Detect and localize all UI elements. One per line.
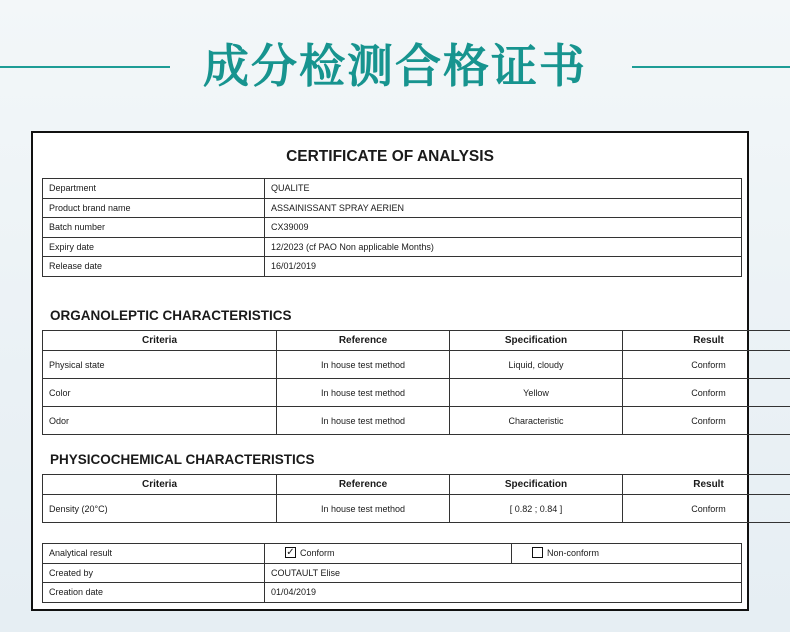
column-header: Result <box>623 331 790 351</box>
reference-cell: In house test method <box>277 351 450 379</box>
result-cell: Conform <box>623 379 790 407</box>
criteria-cell: Color <box>43 379 277 407</box>
product-info-table <box>42 178 742 277</box>
table-row <box>43 257 742 277</box>
info-label: Department <box>43 179 265 199</box>
created-by-value: COUTAULT Elise <box>265 563 742 583</box>
info-value: 12/2023 (cf PAO Non applicable Months) <box>265 237 742 257</box>
column-header: Specification <box>450 331 623 351</box>
column-header: Criteria <box>43 331 277 351</box>
criteria-cell: Density (20°C) <box>43 495 277 523</box>
result-cell: Conform <box>623 495 790 523</box>
specification-cell: Yellow <box>450 379 623 407</box>
table-row <box>43 495 790 523</box>
info-label: Batch number <box>43 218 265 238</box>
criteria-cell: Physical state <box>43 351 277 379</box>
created-by-label: Created by <box>43 563 265 583</box>
reference-cell: In house test method <box>277 407 450 435</box>
table-row <box>43 218 742 238</box>
info-label: Product brand name <box>43 198 265 218</box>
organoleptic-section-title: ORGANOLEPTIC CHARACTERISTICS <box>50 308 292 323</box>
table-row <box>43 379 790 407</box>
conform-label: Conform <box>300 547 335 558</box>
table-row <box>43 563 742 583</box>
column-header: Reference <box>277 331 450 351</box>
column-header: Specification <box>450 475 623 495</box>
physicochemical-section-title: PHYSICOCHEMICAL CHARACTERISTICS <box>50 452 315 467</box>
column-header: Criteria <box>43 475 277 495</box>
column-header: Result <box>623 475 790 495</box>
table-row <box>43 198 742 218</box>
table-row <box>43 544 742 564</box>
physicochemical-table <box>42 474 790 523</box>
table-header-row <box>43 331 790 351</box>
table-header-row <box>43 475 790 495</box>
reference-cell: In house test method <box>277 495 450 523</box>
reference-cell: In house test method <box>277 379 450 407</box>
specification-cell: Characteristic <box>450 407 623 435</box>
criteria-cell: Odor <box>43 407 277 435</box>
table-row <box>43 179 742 199</box>
creation-date-label: Creation date <box>43 583 265 603</box>
nonconform-option[interactable] <box>512 544 742 564</box>
page-title: 成分检测合格证书 <box>203 39 587 93</box>
result-cell: Conform <box>623 351 790 379</box>
creation-date-value: 01/04/2019 <box>265 583 742 603</box>
approval-table <box>42 543 742 603</box>
specification-cell: Liquid, cloudy <box>450 351 623 379</box>
result-cell: Conform <box>623 407 790 435</box>
conform-option[interactable] <box>265 544 512 564</box>
column-header: Reference <box>277 475 450 495</box>
certificate-title: CERTIFICATE OF ANALYSIS <box>286 148 494 165</box>
certificate-sheet <box>31 131 749 611</box>
conform-checkbox[interactable]: ✓ <box>286 546 295 558</box>
info-label: Expiry date <box>43 237 265 257</box>
table-row <box>43 407 790 435</box>
table-row <box>43 583 742 603</box>
analytical-result-label: Analytical result <box>43 544 265 564</box>
specification-cell: [ 0.82 ; 0.84 ] <box>450 495 623 523</box>
info-label: Release date <box>43 257 265 277</box>
table-row <box>43 237 742 257</box>
info-value: 16/01/2019 <box>265 257 742 277</box>
info-value: CX39009 <box>265 218 742 238</box>
organoleptic-table <box>42 330 790 435</box>
nonconform-checkbox[interactable] <box>532 547 543 558</box>
table-row <box>43 351 790 379</box>
info-value: QUALITE <box>265 179 742 199</box>
info-value: ASSAINISSANT SPRAY AERIEN <box>265 198 742 218</box>
nonconform-label: Non-conform <box>547 547 600 558</box>
